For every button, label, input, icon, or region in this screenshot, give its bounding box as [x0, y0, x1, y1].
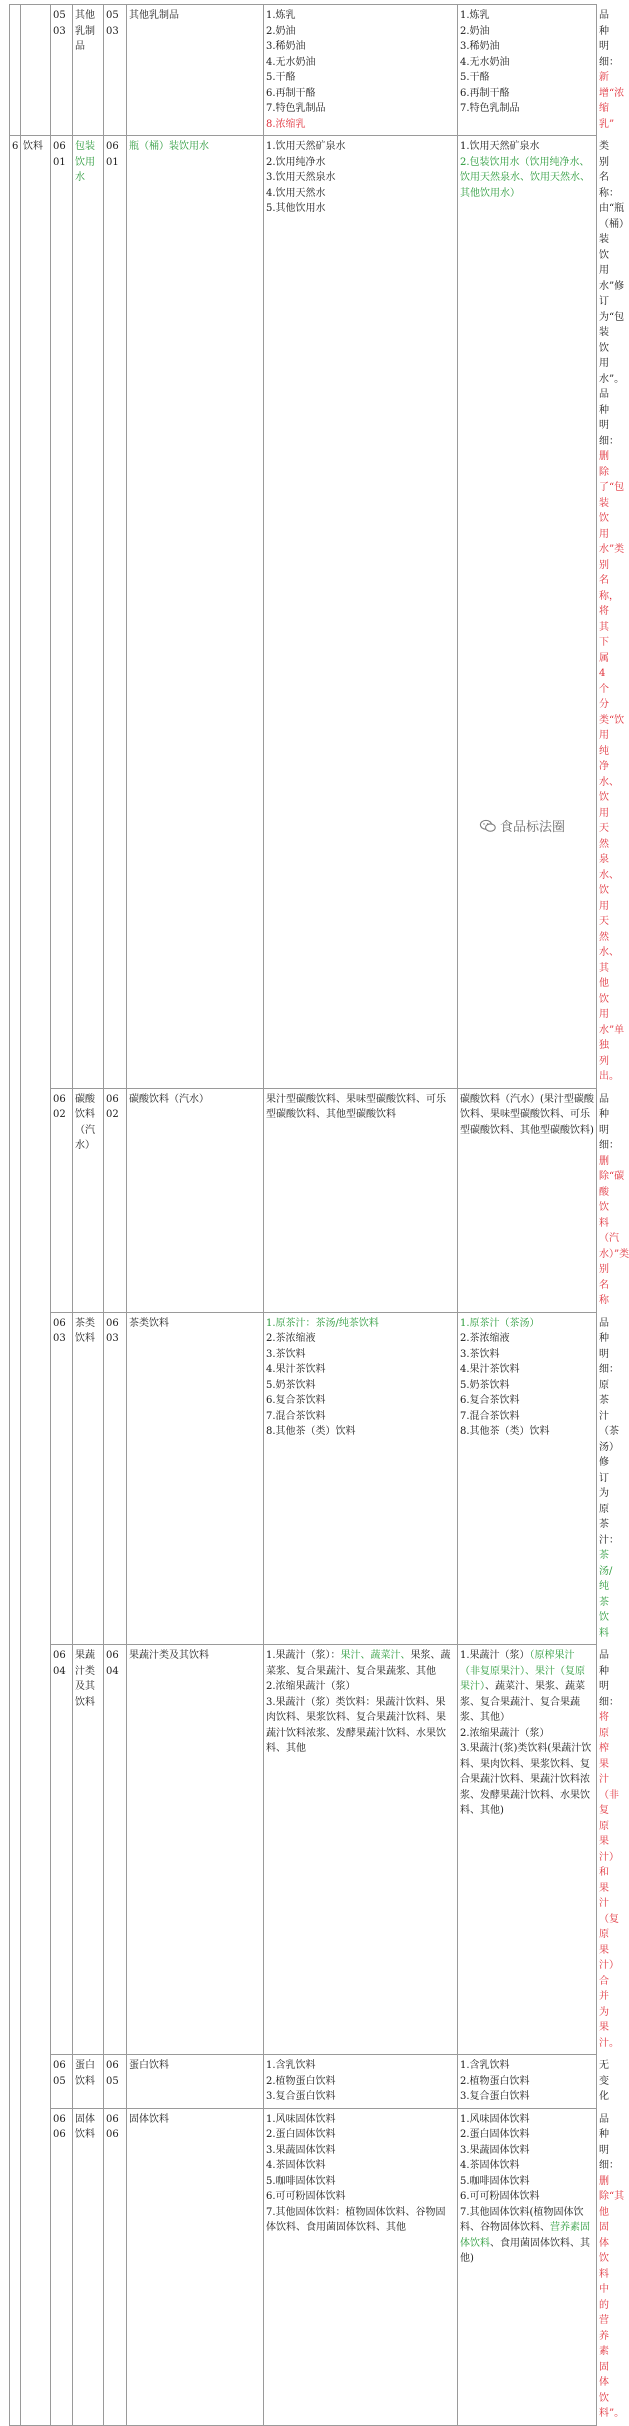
table-row-0603 [10, 1312, 597, 1645]
name-new-cell [127, 136, 264, 1089]
detail-line: 3.果蔬固体饮料 [460, 2144, 530, 2156]
detail-line: 3.复合蛋白饮料 [460, 2091, 530, 2102]
detail-line: 4.无水奶油 [460, 56, 510, 68]
note-highlight: 茶汤/纯茶饮料 [599, 1550, 613, 1639]
code-new-cell: 0503 [104, 5, 127, 136]
detail-line: 1.饮用天然矿泉水 [266, 141, 346, 152]
detail-line: 2.蛋白固体饮料 [460, 2129, 530, 2140]
detail-line: 2.饮用纯净水 [266, 156, 326, 168]
watermark [480, 816, 565, 835]
detail-text: 、蔬菜汁、果浆、蔬菜浆、复合果蔬汁、复合果蔬浆、其他） [460, 1681, 585, 1723]
detail-text: 、食用菌固体饮料、其他) [460, 2237, 590, 2264]
table-row-0503 [10, 5, 597, 136]
detail-line: 5.干酪 [460, 72, 490, 83]
detail-line: 5.奶茶饮料 [266, 1379, 316, 1391]
detail-line: 8.其他茶（类）饮料 [266, 1426, 356, 1437]
name-new-cell: 果蔬汁类及其饮料 [127, 1645, 264, 2055]
detail-line: 1.饮用天然矿泉水 [460, 141, 540, 152]
detail-line: 6.再制干酪 [460, 87, 510, 99]
watermark-text: 食品标法圈 [500, 820, 566, 835]
name-old-cell: 其他乳制品 [73, 5, 104, 136]
detail-line: 7.特色乳制品 [266, 103, 326, 114]
detail-line: 4.茶固体饮料 [266, 2160, 326, 2171]
detail-line: 4.果汁茶饮料 [266, 1364, 326, 1375]
detail-line: 2.茶浓缩液 [266, 1333, 316, 1344]
detail-line: 7.特色乳制品 [460, 103, 520, 114]
detail-line: 3.果蔬汁（浆）类饮料：果蔬汁饮料、果肉饮料、果浆饮料、复合果蔬汁饮料、果蔬汁饮料浓浆、发酵果蔬汁饮料、水果饮料、其他 [266, 1696, 446, 1754]
detail-line: 5.干酪 [266, 72, 296, 83]
details-old-cell: 果汁型碳酸饮料、果味型碳酸饮料、可乐型碳酸饮料、其他型碳酸饮料 [264, 1088, 458, 1312]
detail-line: 4.茶固体饮料 [460, 2160, 520, 2171]
details-new-cell [458, 5, 597, 136]
category-cell: 饮料 [21, 136, 51, 2426]
detail-line: 3.茶饮料 [460, 1348, 500, 1360]
note-highlight: 新增“浓缩乳” [599, 72, 625, 130]
seq-cell: 6 [10, 136, 21, 2426]
details-new-cell [458, 136, 597, 1089]
note-text: 品种明细： [599, 10, 619, 68]
category-comparison-table [9, 4, 629, 2426]
detail-line: 3.果蔬汁(浆)类饮料(果蔬汁饮料、果肉饮料、果浆饮料、复合果蔬汁饮料、果蔬汁饮料浓浆、发酵果蔬汁饮料、水果饮料、其他) [460, 1743, 592, 1816]
name-old-cell: 固体饮料 [73, 2108, 104, 2425]
detail-line: 3.复合蛋白饮料 [266, 2091, 336, 2102]
note-text: 品种明细： [599, 1650, 619, 1708]
detail-line: 1.含乳饮料 [460, 2060, 510, 2071]
name-text: 瓶（桶）装饮用水 [129, 141, 209, 152]
detail-line: 2.蛋白固体饮料 [266, 2129, 336, 2140]
code-new-cell: 0603 [104, 1312, 127, 1645]
details-new-cell [458, 2055, 597, 2109]
detail-line: 1.风味固体饮料 [266, 2113, 336, 2125]
name-old-cell: 果蔬汁类及其饮料 [73, 1645, 104, 2055]
detail-line: 6.再制干酪 [266, 87, 316, 99]
details-new-cell: 碳酸饮料（汽水）(果汁型碳酸饮料、果味型碳酸饮料、可乐型碳酸饮料、其他型碳酸饮料) [458, 1088, 597, 1312]
name-old-cell: 包装饮用水 [73, 136, 104, 1089]
code-old-cell: 0604 [51, 1645, 73, 2055]
name-old-cell: 蛋白饮料 [73, 2055, 104, 2109]
detail-line: 2.植物蛋白饮料 [266, 2075, 336, 2087]
category-cell [21, 5, 51, 136]
details-old-cell [264, 5, 458, 136]
detail-line: 4.果汁茶饮料 [460, 1364, 520, 1375]
detail-line: 6.可可粉固体饮料 [460, 2191, 540, 2202]
details-old-cell [264, 1312, 458, 1645]
details-new-cell [458, 1312, 597, 1645]
details-old-cell [264, 2108, 458, 2425]
table-row-0602 [10, 1088, 597, 1312]
detail-line: 2.茶浓缩液 [460, 1333, 510, 1344]
detail-text: 1.果蔬汁（浆）： [266, 1650, 341, 1661]
detail-line: 3.果蔬固体饮料 [266, 2144, 336, 2156]
table-row-0606 [10, 2108, 597, 2425]
code-old-cell: 0605 [51, 2055, 73, 2109]
details-new-cell [458, 2108, 597, 2425]
detail-line: 5.咖啡固体饮料 [460, 2175, 530, 2187]
detail-line-added: 8.浓缩乳 [266, 118, 306, 130]
detail-line: 2.浓缩果蔬汁（浆） [460, 1727, 550, 1739]
detail-text: 1.果蔬汁（浆） [460, 1650, 530, 1661]
detail-line: 3.饮用天然泉水 [266, 172, 336, 183]
code-old-cell: 0601 [51, 136, 73, 1089]
code-old-cell: 0602 [51, 1088, 73, 1312]
code-new-cell: 0601 [104, 136, 127, 1089]
code-new-cell: 0602 [104, 1088, 127, 1312]
details-new-cell [458, 1645, 597, 2055]
detail-line: 3.稀奶油 [266, 41, 306, 52]
detail-line: 6.复合茶饮料 [266, 1395, 326, 1406]
name-new-cell: 固体饮料 [127, 2108, 264, 2425]
name-new-cell: 其他乳制品 [127, 5, 264, 136]
code-old-cell: 0603 [51, 1312, 73, 1645]
detail-line: 1.风味固体饮料 [460, 2113, 530, 2125]
detail-line: 7.其他固体饮料：植物固体饮料、谷物固体饮料、食用菌固体饮料、其他 [266, 2206, 446, 2233]
details-old-cell [264, 2055, 458, 2109]
note-highlight: 删除“其他固体饮料中的营养素固体饮料”。 [599, 2175, 625, 2419]
details-old-cell [264, 1645, 458, 2055]
detail-line-changed: 2.包装饮用水（饮用纯净水、饮用天然泉水、饮用天然水、其他饮用水） [460, 156, 590, 199]
code-new-cell: 0606 [104, 2108, 127, 2425]
detail-line: 1.炼乳 [460, 10, 490, 21]
detail-line: 8.其他茶（类）饮料 [460, 1426, 550, 1437]
detail-text-changed: （原榨果汁（非复原果汁）、果汁（复原果汁） [460, 1650, 585, 1692]
details-old-cell [264, 136, 458, 1089]
detail-line: 3.稀奶油 [460, 41, 500, 52]
detail-line: 5.咖啡固体饮料 [266, 2175, 336, 2187]
note-text: 品种明细： [599, 389, 619, 447]
detail-line: 2.浓缩果蔬汁（浆） [266, 1681, 356, 1692]
detail-line: 7.混合茶饮料 [266, 1410, 326, 1422]
code-new-cell: 0604 [104, 1645, 127, 2055]
detail-line: 2.奶油 [266, 25, 296, 37]
seq-cell [10, 5, 21, 136]
detail-line: 5.奶茶饮料 [460, 1379, 510, 1391]
detail-text-changed: 营养素固体饮料 [460, 2222, 590, 2249]
detail-text-changed: 果汁、蔬菜汁、 [340, 1650, 411, 1661]
table-row-0604 [10, 1645, 597, 2055]
code-new-cell: 0605 [104, 2055, 127, 2109]
detail-line: 6.复合茶饮料 [460, 1395, 520, 1406]
detail-line-changed: 1.原茶汁：茶汤/纯茶饮料 [266, 1317, 379, 1329]
detail-line: 6.可可粉固体饮料 [266, 2191, 346, 2202]
detail-text: 7.其他固体饮料(植物固体饮料、谷物固体饮料、 [460, 2206, 584, 2233]
code-old-cell: 0606 [51, 2108, 73, 2425]
table-row-0605: 0605 蛋白饮料 0605 蛋白饮料 1.含乳饮料 2.植物蛋白饮料 3.复合蛋白饮料 1.含乳饮料 2.植物蛋白饮料 3.复合蛋白饮料 无变化 [10, 2055, 597, 2109]
name-new-cell: 茶类饮料 [127, 1312, 264, 1645]
wechat-icon [480, 819, 496, 833]
detail-line: 4.无水奶油 [266, 56, 316, 68]
table-row-0601: 6 饮料 0601 包装饮用水 0601 瓶（桶）装饮用水 1.饮用天然矿泉水 2.饮用纯净水 3.饮用天然泉水 4.饮用天然水 5.其他饮用水 1.饮用天然矿泉水 2.包装饮用水（饮用纯净水、饮用天然泉水、饮用天然水、其他饮用水） 类别名称：由“瓶（桶）装饮用水”修订为“包装饮用水”。 品种明细：删除了“包装饮用水”类别名称，将其下属4个分类“饮用纯净水、饮用天然泉水、饮用天然水、其他饮用水”单独列出。 [10, 136, 597, 1089]
detail-line: 5.其他饮用水 [266, 203, 326, 214]
name-old-cell: 茶类饮料 [73, 1312, 104, 1645]
name-old-cell: 碳酸饮料（汽水） [73, 1088, 104, 1312]
note-highlight: 将原榨果汁（非复原果汁）和果汁（复原果汁）合并为果汁。 [599, 1712, 619, 2049]
detail-line: 3.茶饮料 [266, 1348, 306, 1360]
detail-line: 1.炼乳 [266, 10, 296, 21]
detail-line: 1.含乳饮料 [266, 2060, 316, 2071]
note-text: 品种明细：原茶汁（茶汤）修订为原茶汁： [599, 1317, 619, 1546]
detail-line: 2.奶油 [460, 25, 490, 37]
note-text: 品种明细： [599, 1093, 619, 1151]
detail-line: 7.混合茶饮料 [460, 1410, 520, 1422]
code-old-cell: 0503 [51, 5, 73, 136]
note-highlight: 删除了“包装饮用水”类别名称，将其下属4个分类“饮用纯净水、饮用天然泉水、饮用天然水、其他饮用水”单独列出。 [599, 451, 625, 1082]
detail-line: 4.饮用天然水 [266, 187, 326, 199]
detail-text: 果浆、蔬菜浆、复合果蔬汁、复合果蔬浆、其他 [266, 1650, 451, 1677]
note-highlight: 删除“碳酸饮料（汽水）”类别名称 [599, 1155, 629, 1306]
note-text: 品种明细： [599, 2113, 619, 2171]
name-new-cell: 蛋白饮料 [127, 2055, 264, 2109]
detail-line-changed: 1.原茶汁（茶汤） [460, 1317, 540, 1329]
detail-line: 2.植物蛋白饮料 [460, 2075, 530, 2087]
name-new-cell: 碳酸饮料（汽水） [127, 1088, 264, 1312]
